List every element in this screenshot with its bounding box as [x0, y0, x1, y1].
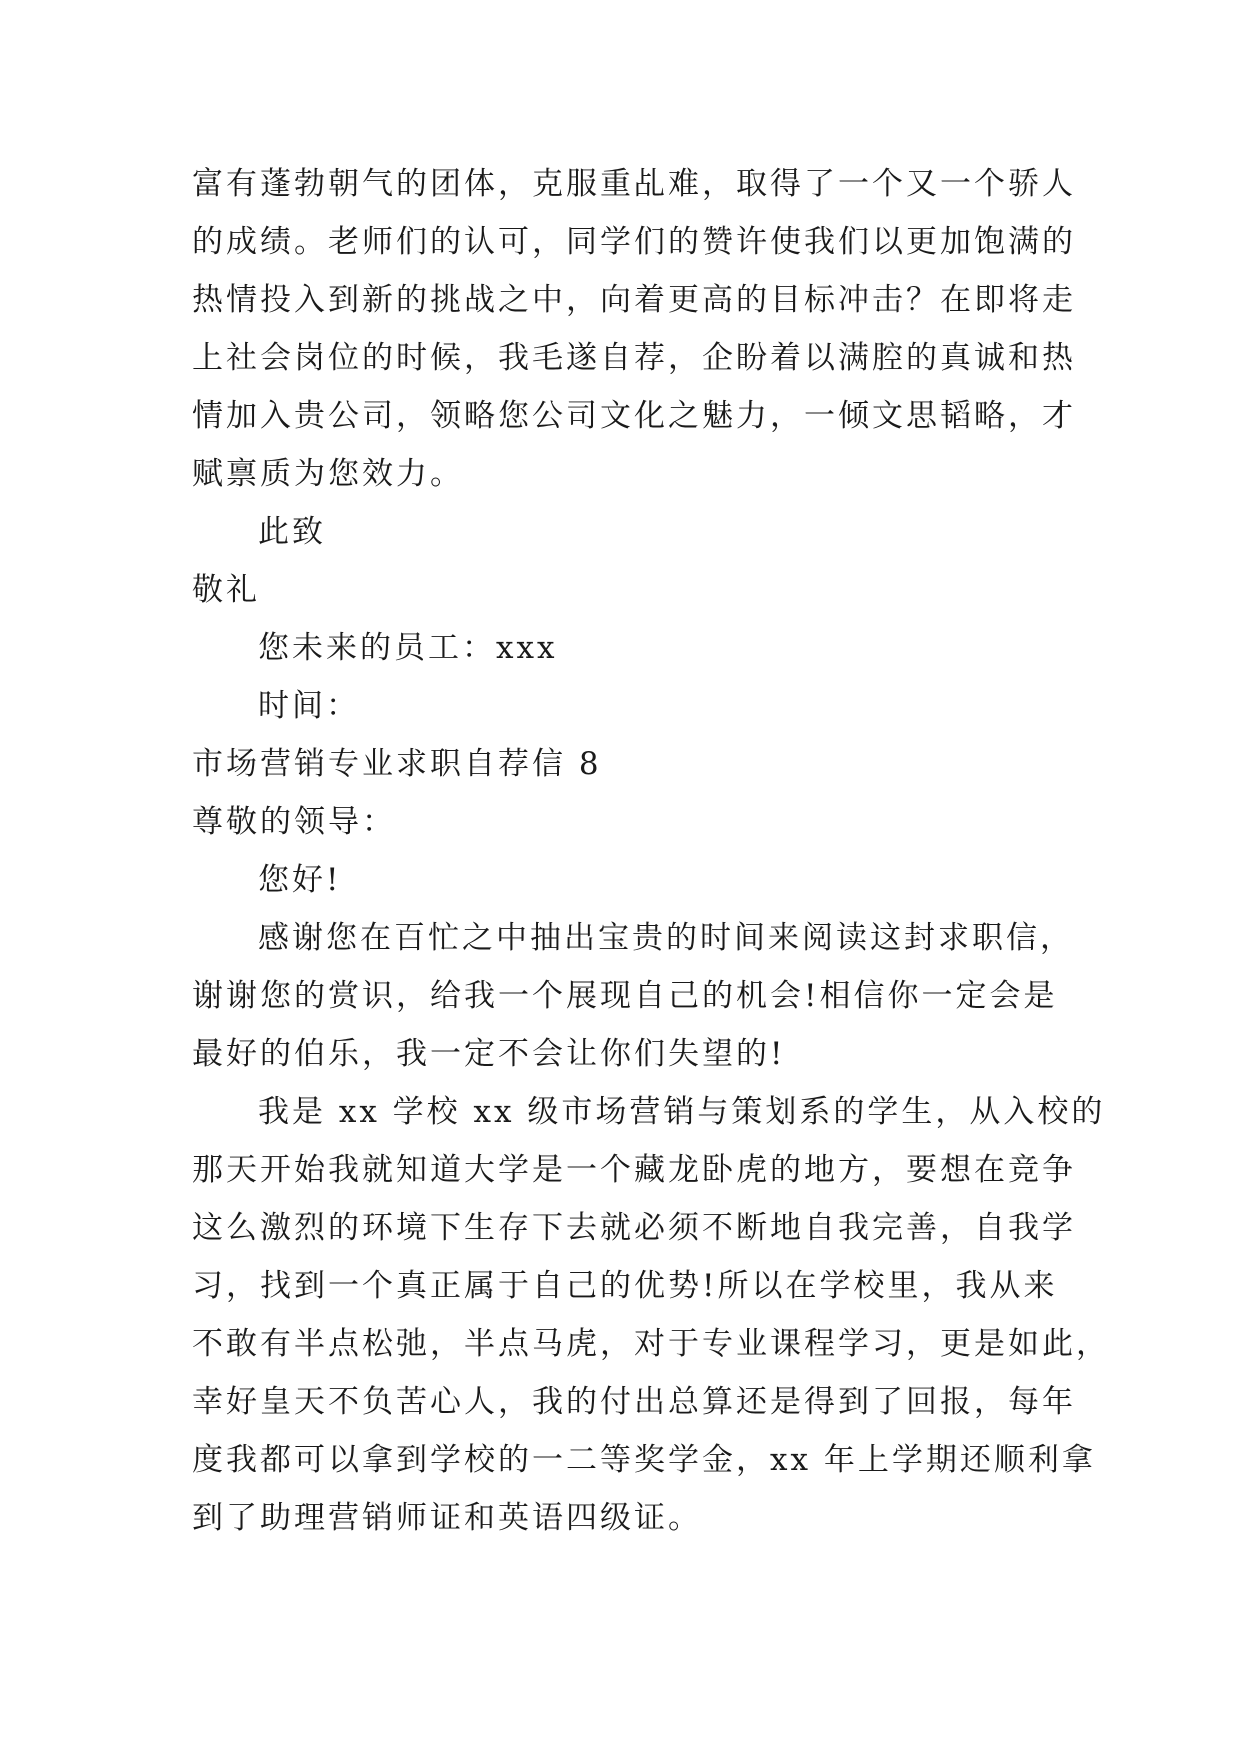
closing-regards: 敬礼 — [192, 572, 260, 608]
text-line: 赋禀质为您效力。 — [192, 456, 464, 492]
greeting-hello: 您好! — [258, 862, 342, 898]
greeting: 尊敬的领导： — [192, 804, 396, 840]
text-line: 度我都可以拿到学校的一二等奖学金，xx 年上学期还顺利拿 — [192, 1442, 1096, 1478]
text-line: 感谢您在百忙之中抽出宝贵的时间来阅读这封求职信， — [258, 920, 1074, 956]
text-line: 热情投入到新的挑战之中，向着更高的目标冲击？在即将走 — [192, 282, 1076, 318]
text-line: 我是 xx 学校 xx 级市场营销与策划系的学生，从入校的 — [258, 1094, 1106, 1130]
text-line: 富有蓬勃朝气的团体，克服重乩难，取得了一个又一个骄人 — [192, 166, 1076, 202]
text-line: 不敢有半点松弛，半点马虎，对于专业课程学习，更是如此， — [192, 1326, 1110, 1362]
text-line: 最好的伯乐，我一定不会让你们失望的! — [192, 1036, 786, 1072]
signature-line: 您未来的员工：xxx — [258, 630, 558, 666]
text-line: 到了助理营销师证和英语四级证。 — [192, 1500, 702, 1536]
text-line: 习，找到一个真正属于自己的优势!所以在学校里，我从来 — [192, 1268, 1058, 1304]
text-line: 这么激烈的环境下生存下去就必须不断地自我完善，自我学 — [192, 1210, 1076, 1246]
letter-body — [192, 155, 1110, 1547]
section-title: 市场营销专业求职自荐信 8 — [192, 746, 602, 782]
text-line: 上社会岗位的时候，我毛遂自荐，企盼着以满腔的真诚和热 — [192, 340, 1076, 376]
text-line: 情加入贵公司，领略您公司文化之魅力，一倾文思韬略，才 — [192, 398, 1076, 434]
text-line: 谢谢您的赏识，给我一个展现自己的机会!相信你一定会是 — [192, 978, 1058, 1014]
closing-salutation: 此致 — [258, 514, 326, 550]
text-line: 幸好皇天不负苦心人，我的付出总算还是得到了回报，每年 — [192, 1384, 1076, 1420]
date-line: 时间： — [258, 688, 360, 724]
text-line: 那天开始我就知道大学是一个藏龙卧虎的地方，要想在竞争 — [192, 1152, 1076, 1188]
text-line: 的成绩。老师们的认可，同学们的赞许使我们以更加饱满的 — [192, 224, 1076, 260]
